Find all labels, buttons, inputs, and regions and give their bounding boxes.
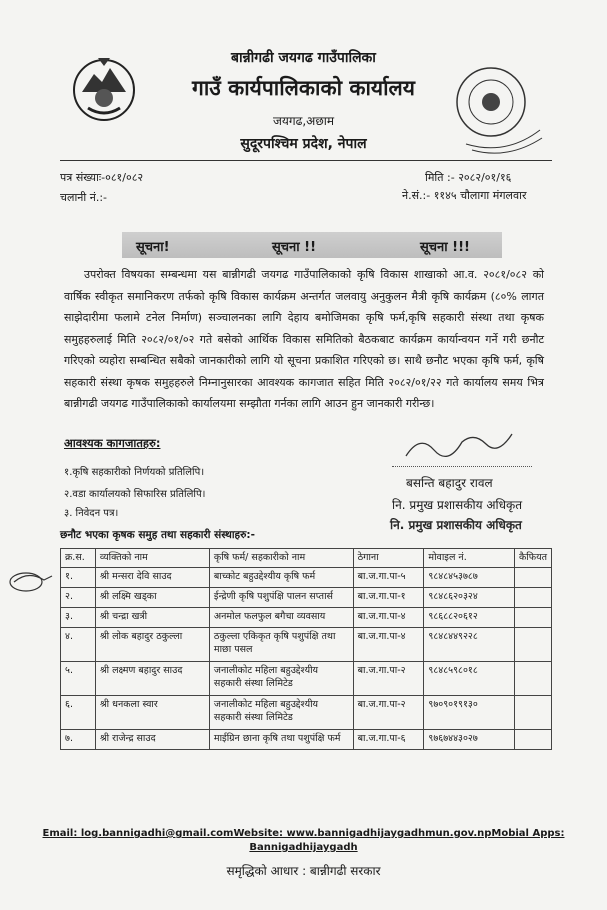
header-divider [60, 160, 552, 161]
cell-farm-name: जनालीकोट महिला बहुउद्देश्यीय सहकारी संस्था लिमिटेड [209, 662, 353, 696]
footer-app-name: Bannigadhijaygadh [249, 842, 358, 853]
cell-remarks [514, 608, 551, 628]
cell-person-name: श्री चन्द्रा खत्री [95, 608, 209, 628]
cell-mobile: ९८४८४५३७८७ [424, 568, 515, 588]
col-farm-name: कृषि फर्म/ सहकारीको नाम [209, 549, 353, 568]
signature-icon [400, 424, 520, 464]
office-name: गाउँ कार्यपालिकाको कार्यालय [192, 76, 415, 100]
signatory-name: बसन्ति बहादुर रावल [406, 476, 493, 490]
cell-person-name: श्री मन्सरा देवि साउद [95, 568, 209, 588]
signatory-stamp: नि. प्रमुख प्रशासकीय अधिकृत [390, 518, 522, 532]
requirement-item: २.वडा कार्यालयको सिफारिस प्रतिलिपि। [64, 489, 206, 500]
municipality-name: बान्नीगढी जयगढ गाउँपालिका [231, 50, 376, 66]
cell-farm-name: ठकुल्ला एकिकृत कृषि पशुपंक्षि तथा माछा पसल [209, 628, 353, 662]
footer-contact: Email: log.bannigadhi@gmail.comWebsite: www.bannigadhijaygadhmun.gov.npMobial Apps: [42, 828, 565, 839]
cell-farm-name: ईन्द्रेणी कृषि पशुपंक्षि पालन सप्तार्स [209, 588, 353, 608]
letter-number: पत्र संख्याः-०८१/०८२ [60, 171, 144, 184]
cell-serial: २. [61, 588, 96, 608]
requirement-item: ३. निवेदन पत्र। [64, 508, 119, 519]
table-row [61, 730, 552, 750]
cell-person-name: श्री लक्ष्मण बहादुर साउद [95, 662, 209, 696]
cell-mobile: ९८४८५९८०१८ [424, 662, 515, 696]
cell-remarks [514, 588, 551, 608]
col-address: ठेगाना [353, 549, 424, 568]
cell-farm-name: जनालीकोट महिला बहुउद्देश्यीय सहकारी संस्था लिमिटेड [209, 696, 353, 730]
cell-address: बा.ज.गा.पा-४ [353, 608, 424, 628]
notice-body: उपरोक्त विषयका सम्बन्धमा यस बान्नीगढी जयगढ गाउँपालिकाको कृषि विकास शाखाको आ.व. २०८१/०८२ को वार्षिक स्वीकृत समानिकरण तर्फको कृषि विकास कार्यक्रम अन्तर्गत जलवायु अनुकुलन मैत्री कृषि कार्यक्रम (८०% लागत साझेदारीमा फलामे टनेल निर्माण) सञ्चालनका लागि देहाय बमोजिमका कृषि फर्म,कृषि सहकारी संस्था तथा कृषक समुहहरुलाई मिति २०८२/०१/०२ गते बसेको आर्थिक विकास समितिको बैठकबाट कार्यक्रम कार्यान्वयन गर्ने गरी छनौट गरिएको व्यहोरा सम्बन्धित सबैको जानकारीको लागि यो सूचना प्रकाशित गरिएको छ। साथै छनौट भएका कृषि फर्म, कृषि सहकारी संस्था कृषक समुहहरुले निम्नानुसारका आवश्यक कागजात सहित मिति २०८२/०१/२२ गते कार्यालय समय भित्र बान्नीगढी जयगढ गाउँपालिकाको कार्यालयमा सम्झौता गर्नका लागि आउन हुन जानकारी गरीन्छ। [64, 268, 544, 410]
cell-remarks [514, 628, 551, 662]
cell-serial: ५. [61, 662, 96, 696]
cell-mobile: ९७०९०१९१३० [424, 696, 515, 730]
cell-farm-name: माईग्रिन छाना कृषि तथा पशुपंक्षि फर्म [209, 730, 353, 750]
cell-address: बा.ज.गा.पा-२ [353, 696, 424, 730]
cell-address: बा.ज.गा.पा-५ [353, 568, 424, 588]
cell-mobile: ९७६७४४३०२७ [424, 730, 515, 750]
letter-date: मिति :- २०८२/०१/१६ [425, 171, 512, 184]
table-row [61, 608, 552, 628]
col-person-name: व्यक्तिको नाम [95, 549, 209, 568]
cell-address: बा.ज.गा.पा-२ [353, 662, 424, 696]
notice-word: सूचना !!! [420, 240, 470, 255]
cell-serial: ७. [61, 730, 96, 750]
cell-person-name: श्री लोक बहादुर ठकुल्ला [95, 628, 209, 662]
cell-person-name: श्री धनकला स्वार [95, 696, 209, 730]
cell-remarks [514, 662, 551, 696]
cell-serial: ४. [61, 628, 96, 662]
table-row [61, 628, 552, 662]
requirements-title: आवश्यक कागजातहरु: [64, 436, 161, 450]
cell-serial: ३. [61, 608, 96, 628]
table-row [61, 588, 552, 608]
table-row [61, 662, 552, 696]
province-name: सुदूरपश्चिम प्रदेश, नेपाल [240, 136, 367, 152]
col-mobile: मोवाइल नं. [424, 549, 515, 568]
table-row [61, 568, 552, 588]
selected-groups-table [60, 548, 552, 750]
col-remarks: कैफियत [514, 549, 551, 568]
margin-initials-icon [4, 566, 56, 596]
notice-word: सूचना! [136, 240, 170, 255]
cell-address: बा.ज.गा.पा-४ [353, 628, 424, 662]
requirement-item: १.कृषि सहकारीको निर्णयको प्रतिलिपि। [64, 467, 205, 478]
signature-line [392, 466, 532, 467]
cell-serial: १. [61, 568, 96, 588]
cell-remarks [514, 696, 551, 730]
cell-mobile: ९८४८६२०३२४ [424, 588, 515, 608]
table-header-row [61, 549, 552, 568]
nepal-era-date: ने.सं.:- ११४५ चौलागा मंगलवार [402, 189, 527, 202]
dispatch-number: चलानी नं.:- [60, 191, 108, 204]
cell-person-name: श्री राजेन्द्र साउद [95, 730, 209, 750]
cell-remarks [514, 568, 551, 588]
cell-farm-name: बाच्कोट बहुउद्देश्यीय कृषि फर्म [209, 568, 353, 588]
notice-word: सूचना !! [272, 240, 317, 255]
cell-remarks [514, 730, 551, 750]
selected-groups-title: छनौट भएका कृषक समुह तथा सहकारी संस्थाहरु:- [60, 529, 255, 541]
col-serial: क्र.स. [61, 549, 96, 568]
cell-address: बा.ज.गा.पा-६ [353, 730, 424, 750]
signatory-title: नि. प्रमुख प्रशासकीय अधिकृत [392, 498, 523, 512]
cell-mobile: ९८६८८२०६१२ [424, 608, 515, 628]
cell-mobile: ९८४८४४९२२८ [424, 628, 515, 662]
office-location: जयगढ,अछाम [272, 114, 335, 128]
cell-person-name: श्री लक्ष्मि खड्का [95, 588, 209, 608]
table-row [61, 696, 552, 730]
cell-address: बा.ज.गा.पा-१ [353, 588, 424, 608]
cell-farm-name: अनमोल फलफुल बगैचा व्यवसाय [209, 608, 353, 628]
footer-motto: समृद्धिको आधार : बान्नीगढी सरकार [226, 864, 381, 878]
cell-serial: ६. [61, 696, 96, 730]
